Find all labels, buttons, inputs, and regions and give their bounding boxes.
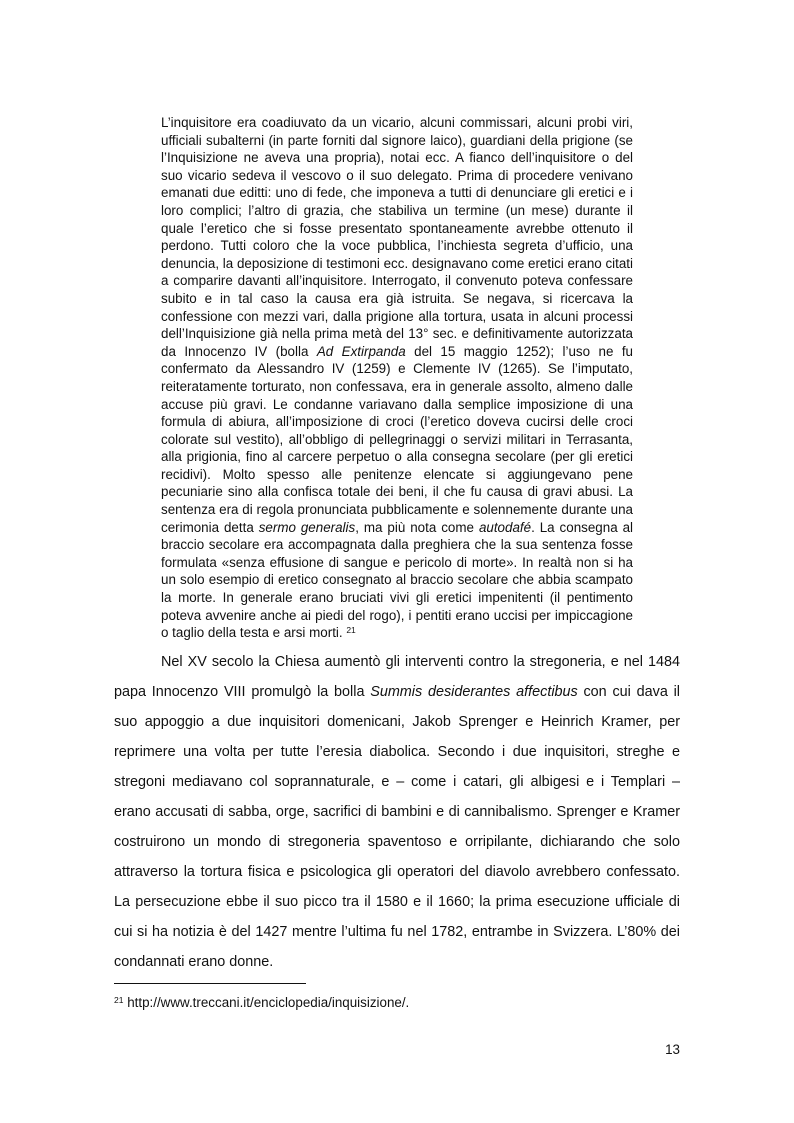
quote-text-1: L’inquisitore era coadiuvato da un vicario, alcuni commissari, alcuni probi viri, ufficiali subalterni (in parte forniti dal signore laico), guardiani della prigione (se l’Inquisizione ne aveva una propria), notai ecc. A fianco dell’inquisitore o del suo vicario sedeva il vescovo o il suo delegato. Prima di procedere venivano emanati due editti: uno di fede, che imponeva a tutti di denunciare gli eretici e i loro complici; l’altro di grazia, che stabiliva un termine (un mese) durante il quale l’eretico che si fosse presentato spontaneamente avrebbe ottenuto il perdono. Tutti coloro che la voce pubblica, l’inchiesta segreta d’ufficio, una denuncia, la deposizione di testimoni ecc. designavano come eretici erano citati a comparire davanti all’inquisitore. Interrogato, il convenuto poteva confessare subito e in tal caso la causa era già istruita. Se negava, si ricercava la confessione con mezzi vari, dalla prigione alla tortura, usata in alcuni processi dell’Inquisizione già nella prima metà del 13° sec. e definitivamente autorizzata da Innocenzo IV (bolla — [161, 115, 633, 359]
block-quote — [161, 114, 633, 642]
quote-emphasis-autodafe: autodafé — [478, 519, 532, 535]
body-paragraph — [114, 647, 680, 977]
body-text-2: con cui dava il suo appoggio a due inquisitori domenicani, Jakob Sprenger e Heinrich Kramer, per reprimere una volta per tutte l’eresia diabolica. Secondo i due inquisitori, streghe e stregoni mediavano col soprannaturale, e – come i catari, gli albigesi e i Templari – erano accusati di sabba, orge, sacrifici di bambini e di cannibalismo. Sprenger e Kramer costruirono un mondo di stregoneria spaventoso e orripilante, dichiarando che solo attraverso la tortura fisica e psicologica gli operatori del diavolo avrebbero confessato. La persecuzione ebbe il suo picco tra il 1580 e il 1660; la prima esecuzione ufficiale di cui si ha notizia è del 1427 mentre l’ultima fu nel 1782, entrambe in Svizzera. L’80% dei condannati erano donne. — [114, 684, 680, 970]
quote-text-3: , ma più nota come — [355, 519, 479, 535]
footnote — [114, 994, 409, 1012]
quote-emphasis-sermo-generalis: sermo generalis — [258, 519, 356, 535]
page-number: 13 — [665, 1042, 680, 1057]
footnote-number: 21 — [114, 995, 124, 1005]
quote-emphasis-ad-extirpanda: Ad Extirpanda — [316, 343, 406, 359]
footnote-text: http://www.treccani.it/enciclopedia/inquisizione/. — [123, 995, 410, 1010]
body-text-1: Nel XV secolo la Chiesa aumentò gli interventi contro la stregoneria, e nel 1484 papa Innocenzo VIII promulgò la bolla — [114, 654, 680, 700]
footnote-divider — [114, 983, 306, 984]
footnote-reference: 21 — [346, 625, 356, 636]
body-emphasis-bull-title: Summis desiderantes affectibus — [370, 684, 578, 700]
quote-text-2: del 15 maggio 1252); l’uso ne fu confermato da Alessandro IV (1259) e Clemente IV (1265). Se l’imputato, reiteratamente torturato, non confessava, era in generale assolto, almeno dalle accuse più gravi. Le condanne variavano dalla semplice imposizione di una formula di abiura, all’imposizione di croci (l’eretico doveva cucirsi delle croci colorate sul vestito), all’obbligo di pellegrinaggi o servizi militari in Terrasanta, alla prigionia, fino al carcere perpetuo o alla consegna secolare (per gli eretici recidivi). Molto spesso alle penitenze elencate si aggiungevano pene pecuniarie sino alla confisca totale dei beni, il che fu causa di gravi abusi. La sentenza era di regola pronunciata pubblicamente e solennemente durante una cerimonia detta — [161, 343, 633, 535]
quote-text-4: . La consegna al braccio secolare era accompagnata dalla preghiera che la sua sentenza fosse formulata «senza effusione di sangue e pericolo di morte». In realtà non si ha un solo esempio di eretico consegnato al braccio secolare che abbia scampato la morte. In generale erano bruciati vivi gli eretici impenitenti (il pentimento poteva avvenire anche ai piedi del rogo), i pentiti erano uccisi per impiccagione o taglio della testa e arsi morti. — [161, 519, 633, 641]
